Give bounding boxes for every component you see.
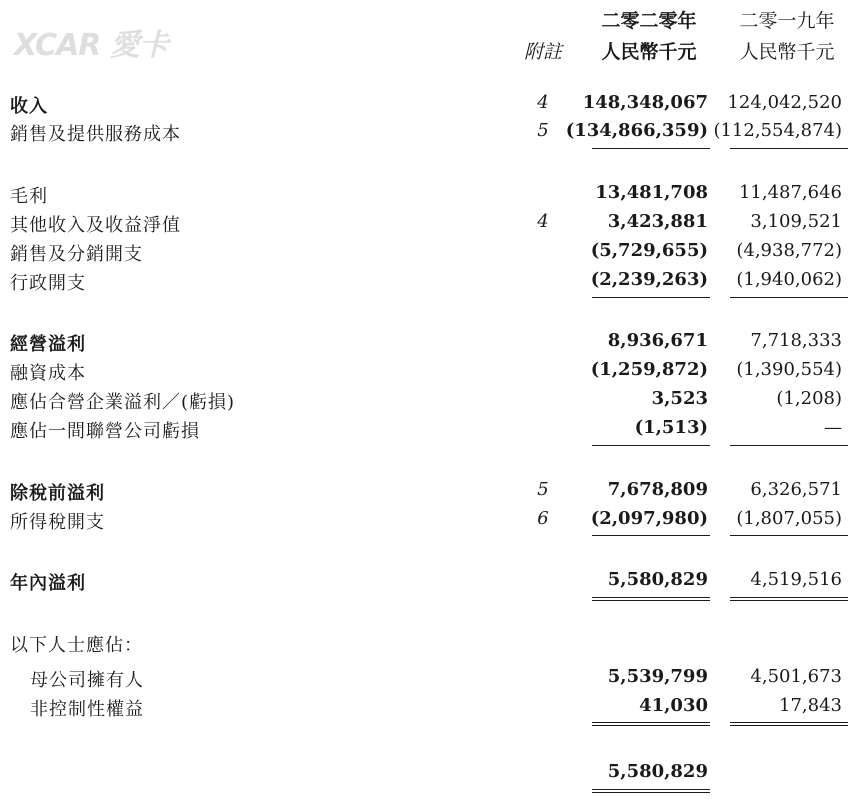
row-total-attributable (0, 759, 852, 787)
value-2019: 3,109,521 (750, 211, 842, 232)
subtotal-rule (592, 148, 710, 149)
row-revenue (0, 90, 852, 118)
row-label: 經營溢利 (10, 334, 86, 355)
watermark-logo: XCAR 愛卡 (14, 28, 168, 63)
unit-2020-header: 人民幣千元 (601, 41, 697, 63)
value-2019: 124,042,520 (727, 92, 842, 113)
value-2019: 4,519,516 (750, 569, 842, 590)
double-rule-bottom (730, 725, 848, 726)
row-note: 5 (537, 120, 549, 141)
value-2020: (134,866,359) (565, 120, 708, 141)
value-2019: 17,843 (779, 695, 842, 716)
row-income-tax (0, 506, 852, 534)
value-2020: 5,580,829 (607, 569, 708, 590)
note-column-header: 附註 (523, 41, 562, 63)
row-operating-profit (0, 328, 852, 356)
row-label: 收入 (10, 96, 48, 117)
value-2020: 5,580,829 (607, 761, 708, 782)
value-2019: — (824, 417, 842, 438)
row-share-of-jv (0, 386, 852, 414)
value-2020: (1,259,872) (590, 359, 708, 380)
double-rule-bottom (592, 725, 710, 726)
value-2019: 11,487,646 (738, 182, 842, 203)
value-2020: (2,097,980) (590, 508, 708, 529)
row-label: 應佔合營企業溢利／(虧損) (10, 392, 236, 413)
row-label: 年內溢利 (10, 573, 86, 594)
row-gross-profit (0, 180, 852, 208)
double-rule-top (730, 597, 848, 598)
value-2020: (1,513) (634, 417, 708, 438)
row-owners-of-parent (0, 664, 852, 692)
row-label: 除稅前溢利 (10, 483, 105, 504)
row-label: 應佔一間聯營公司虧損 (10, 421, 200, 442)
row-admin-expenses (0, 267, 852, 295)
row-finance-costs (0, 357, 852, 385)
value-2020: 5,539,799 (607, 666, 708, 687)
value-2019: 6,326,571 (750, 479, 842, 500)
value-2019: (1,390,554) (736, 359, 842, 380)
value-2019: (4,938,772) (736, 240, 842, 261)
value-2020: 3,423,881 (607, 211, 708, 232)
subtotal-rule (730, 297, 848, 298)
unit-2019-header: 人民幣千元 (739, 41, 835, 63)
row-note: 4 (537, 92, 549, 113)
subtotal-rule (592, 445, 710, 446)
row-attributable-to (0, 629, 852, 657)
double-rule-top (592, 789, 710, 790)
value-2020: 3,523 (651, 388, 708, 409)
subtotal-rule (730, 148, 848, 149)
row-selling-expenses (0, 238, 852, 266)
value-2020: 148,348,067 (582, 92, 708, 113)
row-label: 銷售及分銷開支 (10, 244, 143, 265)
value-2019: (112,554,874) (713, 120, 842, 141)
value-2020: 7,678,809 (607, 479, 708, 500)
row-other-income (0, 209, 852, 237)
row-cost-of-sales (0, 118, 852, 146)
row-label: 毛利 (10, 186, 48, 207)
subtotal-rule (730, 445, 848, 446)
row-label: 融資成本 (10, 363, 86, 384)
row-label: 銷售及提供服務成本 (10, 124, 181, 145)
row-note: 5 (537, 479, 549, 500)
row-label: 母公司擁有人 (30, 670, 144, 691)
double-rule-top (592, 597, 710, 598)
row-label: 非控制性權益 (30, 699, 144, 720)
row-note: 4 (537, 211, 549, 232)
value-2019: 7,718,333 (750, 330, 842, 351)
year-2019-header: 二零一九年 (739, 10, 835, 32)
double-rule-bottom (592, 600, 710, 601)
row-note: 6 (537, 508, 549, 529)
row-share-of-associate (0, 415, 852, 443)
row-label: 以下人士應佔： (10, 635, 143, 656)
row-profit-for-year (0, 567, 852, 595)
row-label: 所得稅開支 (10, 512, 105, 533)
double-rule-bottom (730, 600, 848, 601)
row-label: 其他收入及收益淨值 (10, 215, 181, 236)
value-2019: 4,501,673 (750, 666, 842, 687)
subtotal-rule (730, 535, 848, 536)
double-rule-top (730, 722, 848, 723)
value-2020: 41,030 (639, 695, 708, 716)
value-2019: (1,940,062) (736, 269, 842, 290)
value-2019: (1,208) (776, 388, 842, 409)
row-label: 行政開支 (10, 273, 86, 294)
value-2019: (1,807,055) (736, 508, 842, 529)
row-profit-before-tax (0, 477, 852, 505)
year-2020-header: 二零二零年 (601, 10, 697, 32)
value-2020: (2,239,263) (590, 269, 708, 290)
value-2020: (5,729,655) (590, 240, 708, 261)
subtotal-rule (592, 535, 710, 536)
value-2020: 8,936,671 (607, 330, 708, 351)
double-rule-bottom (592, 792, 710, 793)
value-2020: 13,481,708 (595, 182, 708, 203)
subtotal-rule (592, 297, 710, 298)
double-rule-top (592, 722, 710, 723)
row-non-controlling-interests (0, 693, 852, 721)
